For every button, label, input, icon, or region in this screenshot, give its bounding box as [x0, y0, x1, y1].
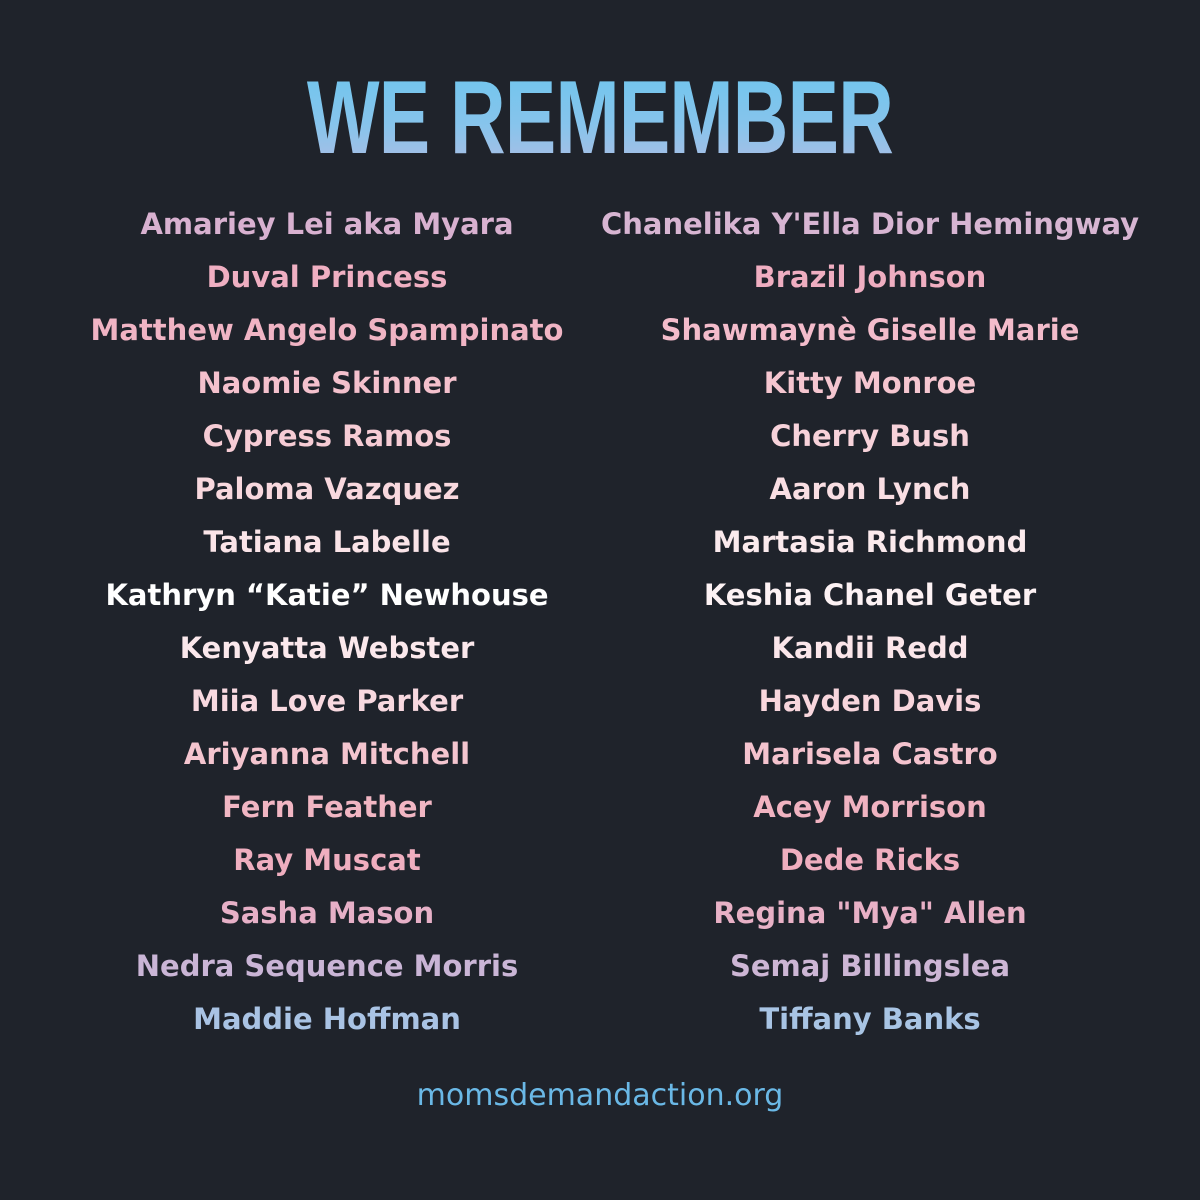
- name-item: Keshia Chanel Geter: [703, 578, 1037, 612]
- name-item: Cherry Bush: [770, 419, 970, 453]
- name-item: Brazil Johnson: [753, 260, 987, 294]
- name-item: Martasia Richmond: [712, 525, 1028, 559]
- name-item: Marisela Castro: [742, 737, 998, 771]
- name-item: Kandii Redd: [771, 631, 969, 665]
- name-item: Matthew Angelo Spampinato: [90, 313, 564, 347]
- page-title: [156, 58, 1044, 178]
- name-item: Shawmaynè Giselle Marie: [660, 313, 1080, 347]
- name-item: Maddie Hoffman: [193, 1002, 461, 1036]
- name-item: Amariey Lei aka Myara: [140, 207, 514, 241]
- name-item: Sasha Mason: [219, 896, 435, 930]
- name-item: Regina "Mya" Allen: [713, 896, 1027, 930]
- title-text: WE REMEMBER: [306, 60, 894, 176]
- website-link[interactable]: momsdemandaction.org: [416, 1078, 784, 1113]
- name-item: Paloma Vazquez: [194, 472, 460, 506]
- name-item: Kathryn “Katie” Newhouse: [105, 578, 549, 612]
- names-list-right: [570, 198, 1170, 1046]
- name-item: Dede Ricks: [779, 843, 961, 877]
- name-item: Semaj Billingslea: [729, 949, 1011, 983]
- name-item: Duval Princess: [206, 260, 448, 294]
- name-item: Kitty Monroe: [763, 366, 977, 400]
- name-item: Tatiana Labelle: [203, 525, 451, 559]
- name-item: Nedra Sequence Morris: [135, 949, 519, 983]
- name-item: Kenyatta Webster: [179, 631, 475, 665]
- name-item: Tiffany Banks: [759, 1002, 981, 1036]
- name-item: Chanelika Y'Ella Dior Hemingway: [600, 207, 1140, 241]
- name-item: Naomie Skinner: [197, 366, 457, 400]
- name-item: Ray Muscat: [233, 843, 421, 877]
- name-item: Aaron Lynch: [769, 472, 971, 506]
- name-item: Acey Morrison: [753, 790, 987, 824]
- names-list-left: [27, 198, 627, 1046]
- name-item: Ariyanna Mitchell: [183, 737, 471, 771]
- name-item: Miia Love Parker: [190, 684, 464, 718]
- name-item: Fern Feather: [222, 790, 432, 824]
- name-item: Cypress Ramos: [202, 419, 452, 453]
- name-item: Hayden Davis: [758, 684, 982, 718]
